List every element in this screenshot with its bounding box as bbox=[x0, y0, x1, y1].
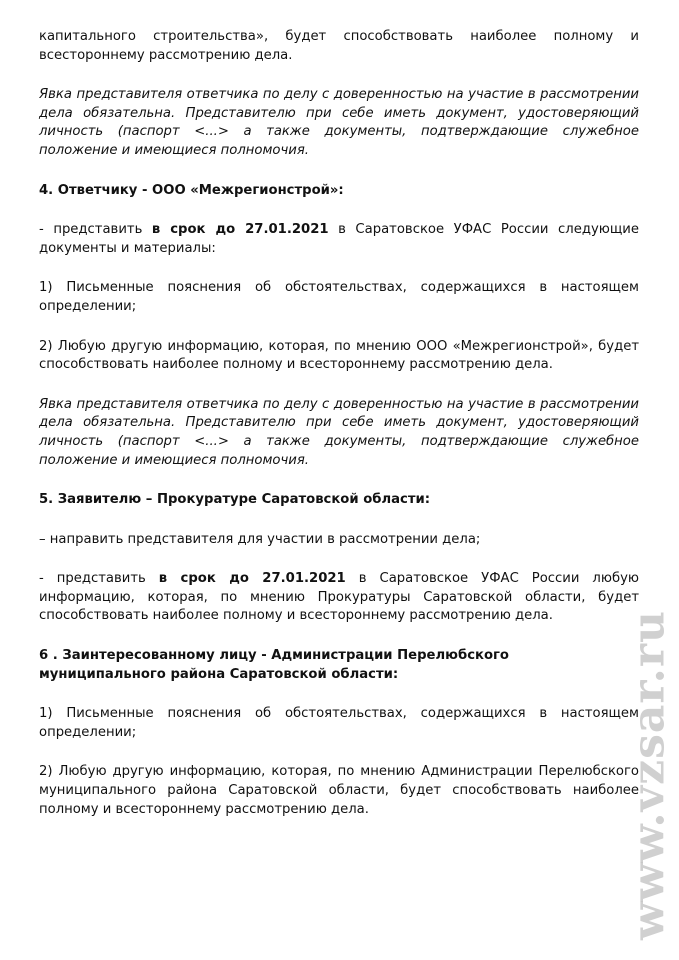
section-5-heading: 5. Заявителю – Прокуратуре Саратовской области: bbox=[39, 492, 431, 508]
section-4-item-2: 2) Любую другую информацию, которая, по мнению ООО «Межрегионстрой», будет способствовать наиболее полному и всестороннему рассмотрению дела. bbox=[39, 338, 639, 373]
request-dash-text: - представить bbox=[39, 222, 152, 238]
section-6-heading bbox=[39, 647, 639, 684]
section-6-number: 6 . bbox=[39, 648, 63, 664]
section-4-item-1: 1) Письменные пояснения об обстоятельствах, содержащихся в настоящем определении; bbox=[39, 280, 639, 314]
section-4-attendance-notice: Явка представителя ответчика по делу с доверенностью на участие в рассмотрении дела обязательна. Представителю при себе иметь документ, удостоверяющий личность (паспорт <...> а также документы, подтверждающие служебное положение и имеющиеся полномочия. bbox=[39, 396, 639, 468]
request-rest-text: в Саратовское УФАС России следующие документы и материалы: bbox=[39, 222, 639, 256]
section-6-title: Заинтересованному лицу - Администрации Перелюбского муниципального района Саратовской области: bbox=[39, 648, 509, 682]
section-6-item-2: 2) Любую другую информацию, которая, по мнению Администрации Перелюбского муниципального района Саратовской области, будет способствовать наиболее полному и всестороннему рассмотрению дела. bbox=[39, 764, 639, 817]
section-5-send-representative: – направить представителя для участии в рассмотрении дела; bbox=[39, 531, 481, 547]
site-watermark bbox=[621, 605, 677, 945]
request-dash-text: - представить bbox=[39, 571, 159, 587]
section-4-heading: 4. Ответчику - ООО «Межрегионстрой»: bbox=[39, 182, 344, 198]
section-4-request bbox=[39, 221, 639, 258]
paragraph-continuation: капитального строительства», будет способствовать наиболее полному и всестороннему рассмотрению дела. bbox=[39, 29, 639, 63]
deadline-text: в срок до 27.01.2021 bbox=[151, 222, 329, 238]
document-page bbox=[39, 28, 639, 840]
request-rest-text: в Саратовское УФАС России любую информацию, которая, по мнению Прокуратуры Саратовской области, будет способствовать наиболее полному и всестороннему рассмотрению дела. bbox=[39, 571, 639, 624]
section-5-request bbox=[39, 570, 639, 626]
watermark-text: www.vzsar.ru bbox=[623, 610, 675, 940]
section-6-item-1: 1) Письменные пояснения об обстоятельствах, содержащихся в настоящем определении; bbox=[39, 706, 639, 740]
attendance-notice: Явка представителя ответчика по делу с доверенностью на участие в рассмотрении дела обязательна. Представителю при себе иметь документ, удостоверяющий личность (паспорт <...> а также документы, подтверждающие служебное положение и имеющиеся полномочия. bbox=[39, 87, 639, 158]
deadline-text: в срок до 27.01.2021 bbox=[158, 571, 346, 587]
